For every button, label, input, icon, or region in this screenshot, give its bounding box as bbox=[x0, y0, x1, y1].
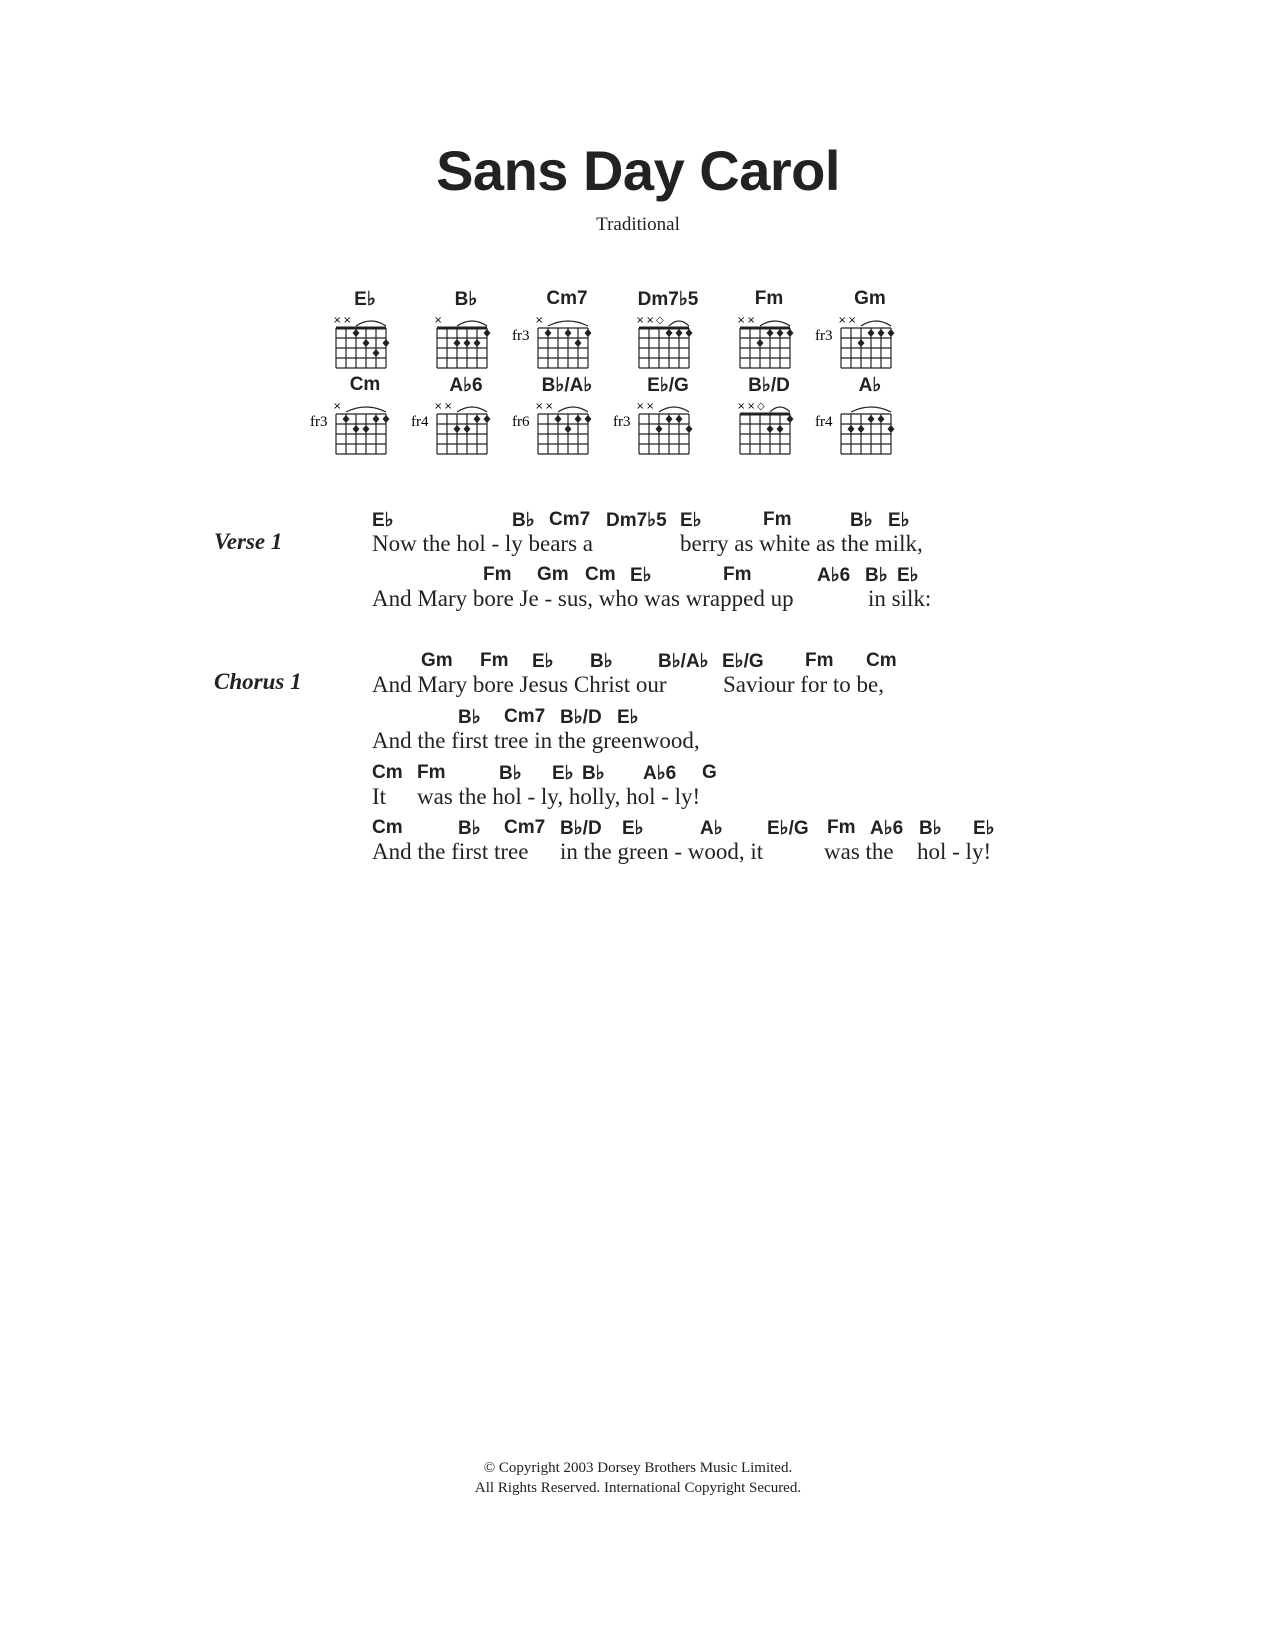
chord-symbol: Cm7 bbox=[504, 817, 546, 838]
chord-symbol: E♭ bbox=[680, 510, 702, 531]
chord-diagram bbox=[815, 288, 925, 380]
chord-diagram-name: E♭ bbox=[354, 289, 376, 310]
chord-symbol: A♭6 bbox=[870, 818, 904, 839]
chord-diagram-name: B♭/D bbox=[748, 375, 790, 396]
lyric-text: berry as white as the milk, bbox=[680, 531, 923, 556]
svg-text:×: × bbox=[636, 315, 645, 326]
chord-symbol: A♭6 bbox=[643, 763, 677, 784]
fretboard-grid bbox=[815, 392, 925, 466]
chord-diagram bbox=[714, 374, 824, 466]
chord-symbol: E♭ bbox=[617, 707, 639, 728]
svg-text:×: × bbox=[444, 401, 453, 412]
lyric-text: And Mary bore Jesus Christ our bbox=[372, 672, 667, 697]
chord-symbol: B♭ bbox=[865, 565, 888, 586]
chord-symbol: B♭ bbox=[499, 763, 522, 784]
svg-text:◇: ◇ bbox=[757, 401, 765, 412]
chord-diagram bbox=[512, 288, 622, 380]
fretboard-grid bbox=[613, 306, 723, 380]
chord-symbol: B♭ bbox=[850, 510, 873, 531]
chord-symbol: Fm bbox=[417, 762, 446, 783]
lyric-text: It bbox=[372, 784, 387, 809]
chord-diagram-name: Cm bbox=[349, 374, 381, 395]
chord-diagram bbox=[310, 288, 420, 380]
chord-diagram bbox=[613, 374, 723, 466]
fret-position-label: fr3 bbox=[310, 414, 328, 430]
svg-text:×: × bbox=[737, 401, 746, 412]
chord-diagram bbox=[411, 374, 521, 466]
section-label-chorus-1: Chorus 1 bbox=[214, 669, 302, 694]
chord-diagram bbox=[411, 288, 521, 380]
fretboard-grid bbox=[411, 306, 521, 380]
svg-text:×: × bbox=[333, 315, 342, 326]
svg-text:×: × bbox=[747, 315, 756, 326]
chord-diagram bbox=[512, 374, 622, 466]
lyric-text: was the hol - ly, holly, hol - ly! bbox=[417, 784, 701, 809]
chord-symbol: B♭ bbox=[919, 818, 942, 839]
chord-symbol: E♭ bbox=[372, 510, 394, 531]
fretboard-grid bbox=[815, 306, 925, 380]
chord-symbol: B♭ bbox=[458, 818, 481, 839]
chord-symbol: B♭ bbox=[458, 707, 481, 728]
chord-symbol: B♭/D bbox=[560, 818, 602, 839]
chord-diagram-name: A♭6 bbox=[449, 375, 483, 396]
chord-symbol: B♭ bbox=[512, 510, 535, 531]
chord-diagram bbox=[310, 374, 420, 466]
chord-symbol: Gm bbox=[421, 650, 453, 671]
chord-symbol: Fm bbox=[483, 564, 512, 585]
svg-text:◇: ◇ bbox=[656, 315, 664, 326]
fretboard-grid bbox=[512, 306, 622, 380]
svg-text:×: × bbox=[343, 315, 352, 326]
chord-symbol: B♭ bbox=[590, 651, 613, 672]
chord-diagram-name: Fm bbox=[754, 288, 784, 309]
chord-symbol: Fm bbox=[805, 650, 834, 671]
svg-text:×: × bbox=[848, 315, 857, 326]
composer-credit: Traditional bbox=[596, 214, 680, 235]
fretboard-grid bbox=[310, 306, 420, 380]
lyric-text: Saviour for to be, bbox=[723, 672, 884, 697]
fret-position-label: fr3 bbox=[613, 414, 631, 430]
chord-symbol: E♭ bbox=[897, 565, 919, 586]
section-label-verse-1: Verse 1 bbox=[214, 529, 283, 554]
song-title: Sans Day Carol bbox=[436, 139, 840, 202]
chord-diagram-name: B♭ bbox=[454, 289, 478, 310]
chord-symbol: Cm bbox=[372, 762, 403, 783]
chord-symbol: E♭ bbox=[630, 565, 652, 586]
svg-text:×: × bbox=[747, 401, 756, 412]
chord-symbol: E♭ bbox=[552, 763, 574, 784]
chord-symbol: Cm bbox=[372, 817, 403, 838]
chord-symbol: Cm bbox=[585, 564, 616, 585]
chord-symbol: Cm7 bbox=[549, 509, 591, 530]
chord-diagram-name: Dm7♭5 bbox=[637, 289, 699, 310]
chord-diagram-name: Gm bbox=[854, 288, 886, 309]
chord-symbol: Fm bbox=[480, 650, 509, 671]
svg-text:×: × bbox=[434, 401, 443, 412]
svg-text:×: × bbox=[333, 401, 342, 412]
chord-diagram-name: B♭/A♭ bbox=[541, 375, 593, 396]
chord-diagram bbox=[815, 374, 925, 466]
chord-symbol: Dm7♭5 bbox=[606, 510, 667, 531]
fret-position-label: fr3 bbox=[815, 328, 833, 344]
chord-symbol: E♭ bbox=[622, 818, 644, 839]
lyric-text: in silk: bbox=[868, 586, 932, 611]
lyric-text: And the first tree bbox=[372, 839, 529, 864]
chord-symbol: G bbox=[702, 762, 717, 783]
fretboard-grid bbox=[613, 392, 723, 466]
fret-position-label: fr4 bbox=[411, 414, 429, 430]
chord-symbol: E♭/G bbox=[767, 818, 809, 839]
chord-symbol: Fm bbox=[827, 817, 856, 838]
chord-symbol: E♭ bbox=[973, 818, 995, 839]
lyric-text: hol - ly! bbox=[917, 839, 992, 864]
lyric-text: Now the hol - ly bears a bbox=[372, 531, 593, 556]
fretboard-grid bbox=[512, 392, 622, 466]
chord-diagram-name: A♭ bbox=[858, 375, 882, 396]
chord-diagram-name: E♭/G bbox=[647, 375, 689, 396]
chord-symbol: Cm bbox=[866, 650, 897, 671]
chord-diagram-name: Cm7 bbox=[546, 288, 588, 309]
svg-text:×: × bbox=[535, 315, 544, 326]
fret-position-label: fr6 bbox=[512, 414, 530, 430]
chord-symbol: A♭6 bbox=[817, 565, 851, 586]
chord-symbol: Fm bbox=[723, 564, 752, 585]
fret-position-label: fr4 bbox=[815, 414, 833, 430]
chord-symbol: E♭ bbox=[888, 510, 910, 531]
chord-symbol: Cm7 bbox=[504, 706, 546, 727]
chord-symbol: B♭/D bbox=[560, 707, 602, 728]
svg-text:×: × bbox=[434, 315, 443, 326]
fretboard-grid bbox=[411, 392, 521, 466]
svg-text:×: × bbox=[535, 401, 544, 412]
chord-symbol: Fm bbox=[763, 509, 792, 530]
svg-text:×: × bbox=[737, 315, 746, 326]
chord-symbol: A♭ bbox=[700, 818, 723, 839]
fretboard-grid bbox=[714, 306, 824, 380]
chord-diagram bbox=[714, 288, 824, 380]
svg-text:×: × bbox=[545, 401, 554, 412]
svg-text:×: × bbox=[646, 401, 655, 412]
fretboard-grid bbox=[310, 392, 420, 466]
chord-symbol: E♭/G bbox=[722, 651, 764, 672]
svg-text:×: × bbox=[636, 401, 645, 412]
lyric-text: was the bbox=[824, 839, 894, 864]
fretboard-grid bbox=[714, 392, 824, 466]
chord-symbol: B♭/A♭ bbox=[658, 651, 709, 672]
chord-symbol: B♭ bbox=[582, 763, 605, 784]
lyric-text: And Mary bore Je - sus, who was wrapped up bbox=[372, 586, 794, 611]
svg-text:×: × bbox=[646, 315, 655, 326]
rights-line: All Rights Reserved. International Copyright Secured. bbox=[474, 1480, 802, 1496]
chord-diagram bbox=[613, 288, 723, 380]
lyric-text: in the green - wood, it bbox=[560, 839, 764, 864]
chord-symbol: Gm bbox=[537, 564, 569, 585]
svg-text:×: × bbox=[838, 315, 847, 326]
fret-position-label: fr3 bbox=[512, 328, 530, 344]
copyright-line: © Copyright 2003 Dorsey Brothers Music Limited. bbox=[483, 1460, 793, 1476]
lyric-text: And the first tree in the greenwood, bbox=[372, 728, 700, 753]
chord-symbol: E♭ bbox=[532, 651, 554, 672]
